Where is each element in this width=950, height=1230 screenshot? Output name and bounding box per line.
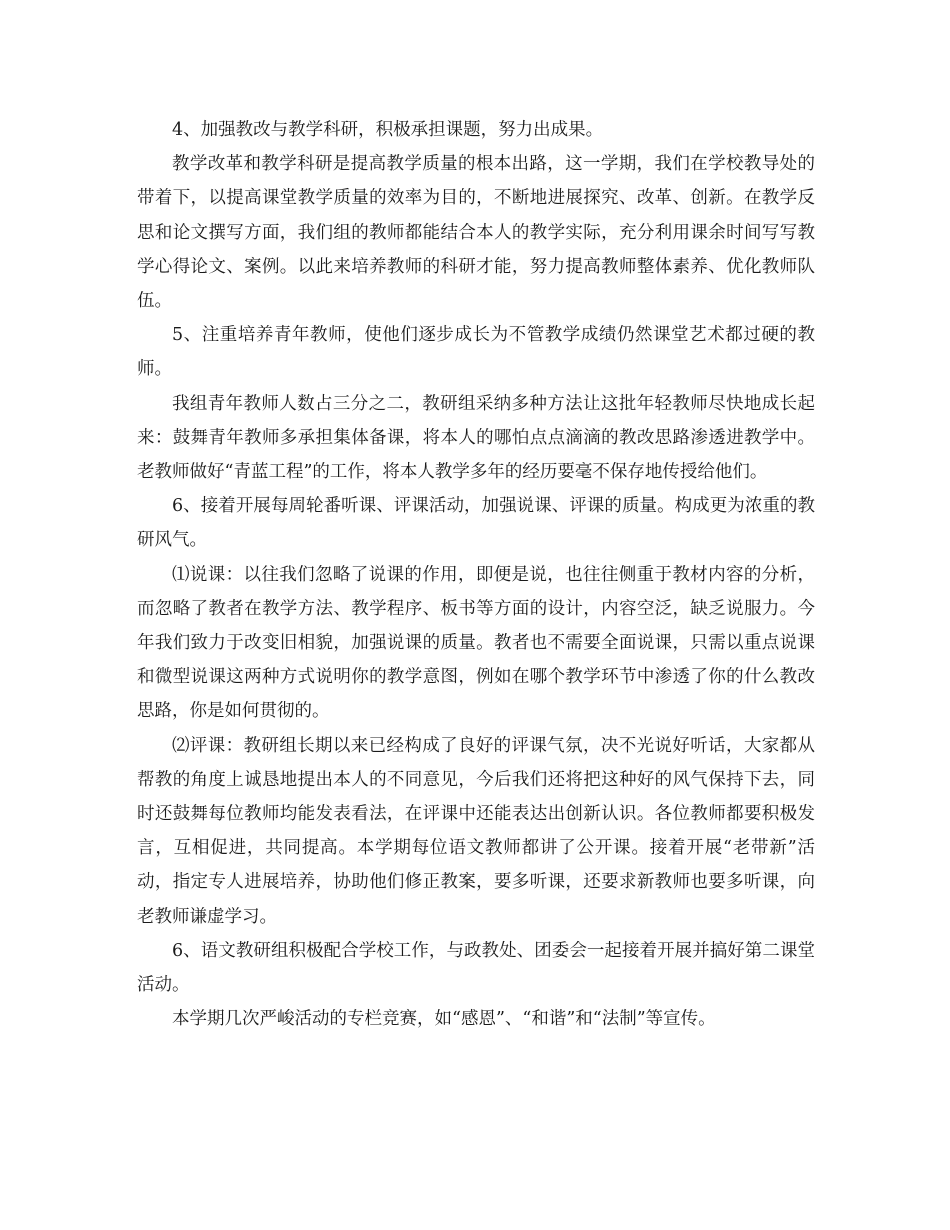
document-body (137, 113, 815, 1036)
section-heading-6b: 6、语文教研组积极配合学校工作，与政教处、团委会一起接着开展并搞好第二课堂活动。 (137, 940, 815, 996)
section-heading-5: 5、注重培养青年教师，使他们逐步成长为不管教学成绩仍然课堂艺术都过硬的教师。 (137, 325, 815, 380)
section-heading-4: 4、加强教改与教学科研，积极承担课题，努力出成果。 (172, 120, 604, 140)
body-paragraph: 我组青年教师人数占三分之二，教研组采纳多种方法让这批年轻教师尽快地成长起来：鼓舞青年教师多承担集体备课，将本人的哪怕点点滴滴的教改思路渗透进教学中。老教师做好“青蓝工程”的工作，将本人教学多年的经历要毫不保存地传授给他们。 (137, 393, 815, 483)
section-heading-6: 6、接着开展每周轮番听课、评课活动，加强说课、评课的质量。构成更为浓重的教研风气。 (137, 496, 815, 551)
body-paragraph: 教学改革和教学科研是提高教学质量的根本出路，这一学期，我们在学校教导处的带着下，以提高课堂教学质量的效率为目的，不断地进展探究、改革、创新。在教学反思和论文撰写方面，我们组的教师都能结合本人的教学实际，充分利用课余时间写写教学心得论文、案例。以此来培养教师的科研才能，努力提高教师整体素养、优化教师队伍。 (137, 154, 815, 312)
subsection-pingke: ⑵评课：教研组长期以来已经构成了良好的评课气氛，决不光说好听话，大家都从帮教的角度上诚恳地提出本人的不同意见，今后我们还将把这种好的风气保持下去，同时还鼓舞每位教师均能发表看法，在评课中还能表达出创新认识。各位教师都要积极发言，互相促进，共同提高。本学期每位语文教师都讲了公开课。接着开展“老带新”活动，指定专人进展培养，协助他们修正教案，要多听课，还要求新教师也要多听课，向老教师谦虚学习。 (137, 735, 815, 927)
body-paragraph: 本学期几次严峻活动的专栏竞赛，如“感恩”、“和谐”和“法制”等宣传。 (172, 1009, 716, 1030)
subsection-shuoke: ⑴说课：以往我们忽略了说课的作用，即便是说，也往往侧重于教材内容的分析，而忽略了教者在教学方法、教学程序、板书等方面的设计，内容空泛，缺乏说服力。今年我们致力于改变旧相貌，加强说课的质量。教者也不需要全面说课，只需以重点说课和微型说课这两种方式说明你的教学意图，例如在哪个教学环节中渗透了你的什么教改思路，你是如何贯彻的。 (137, 564, 815, 722)
